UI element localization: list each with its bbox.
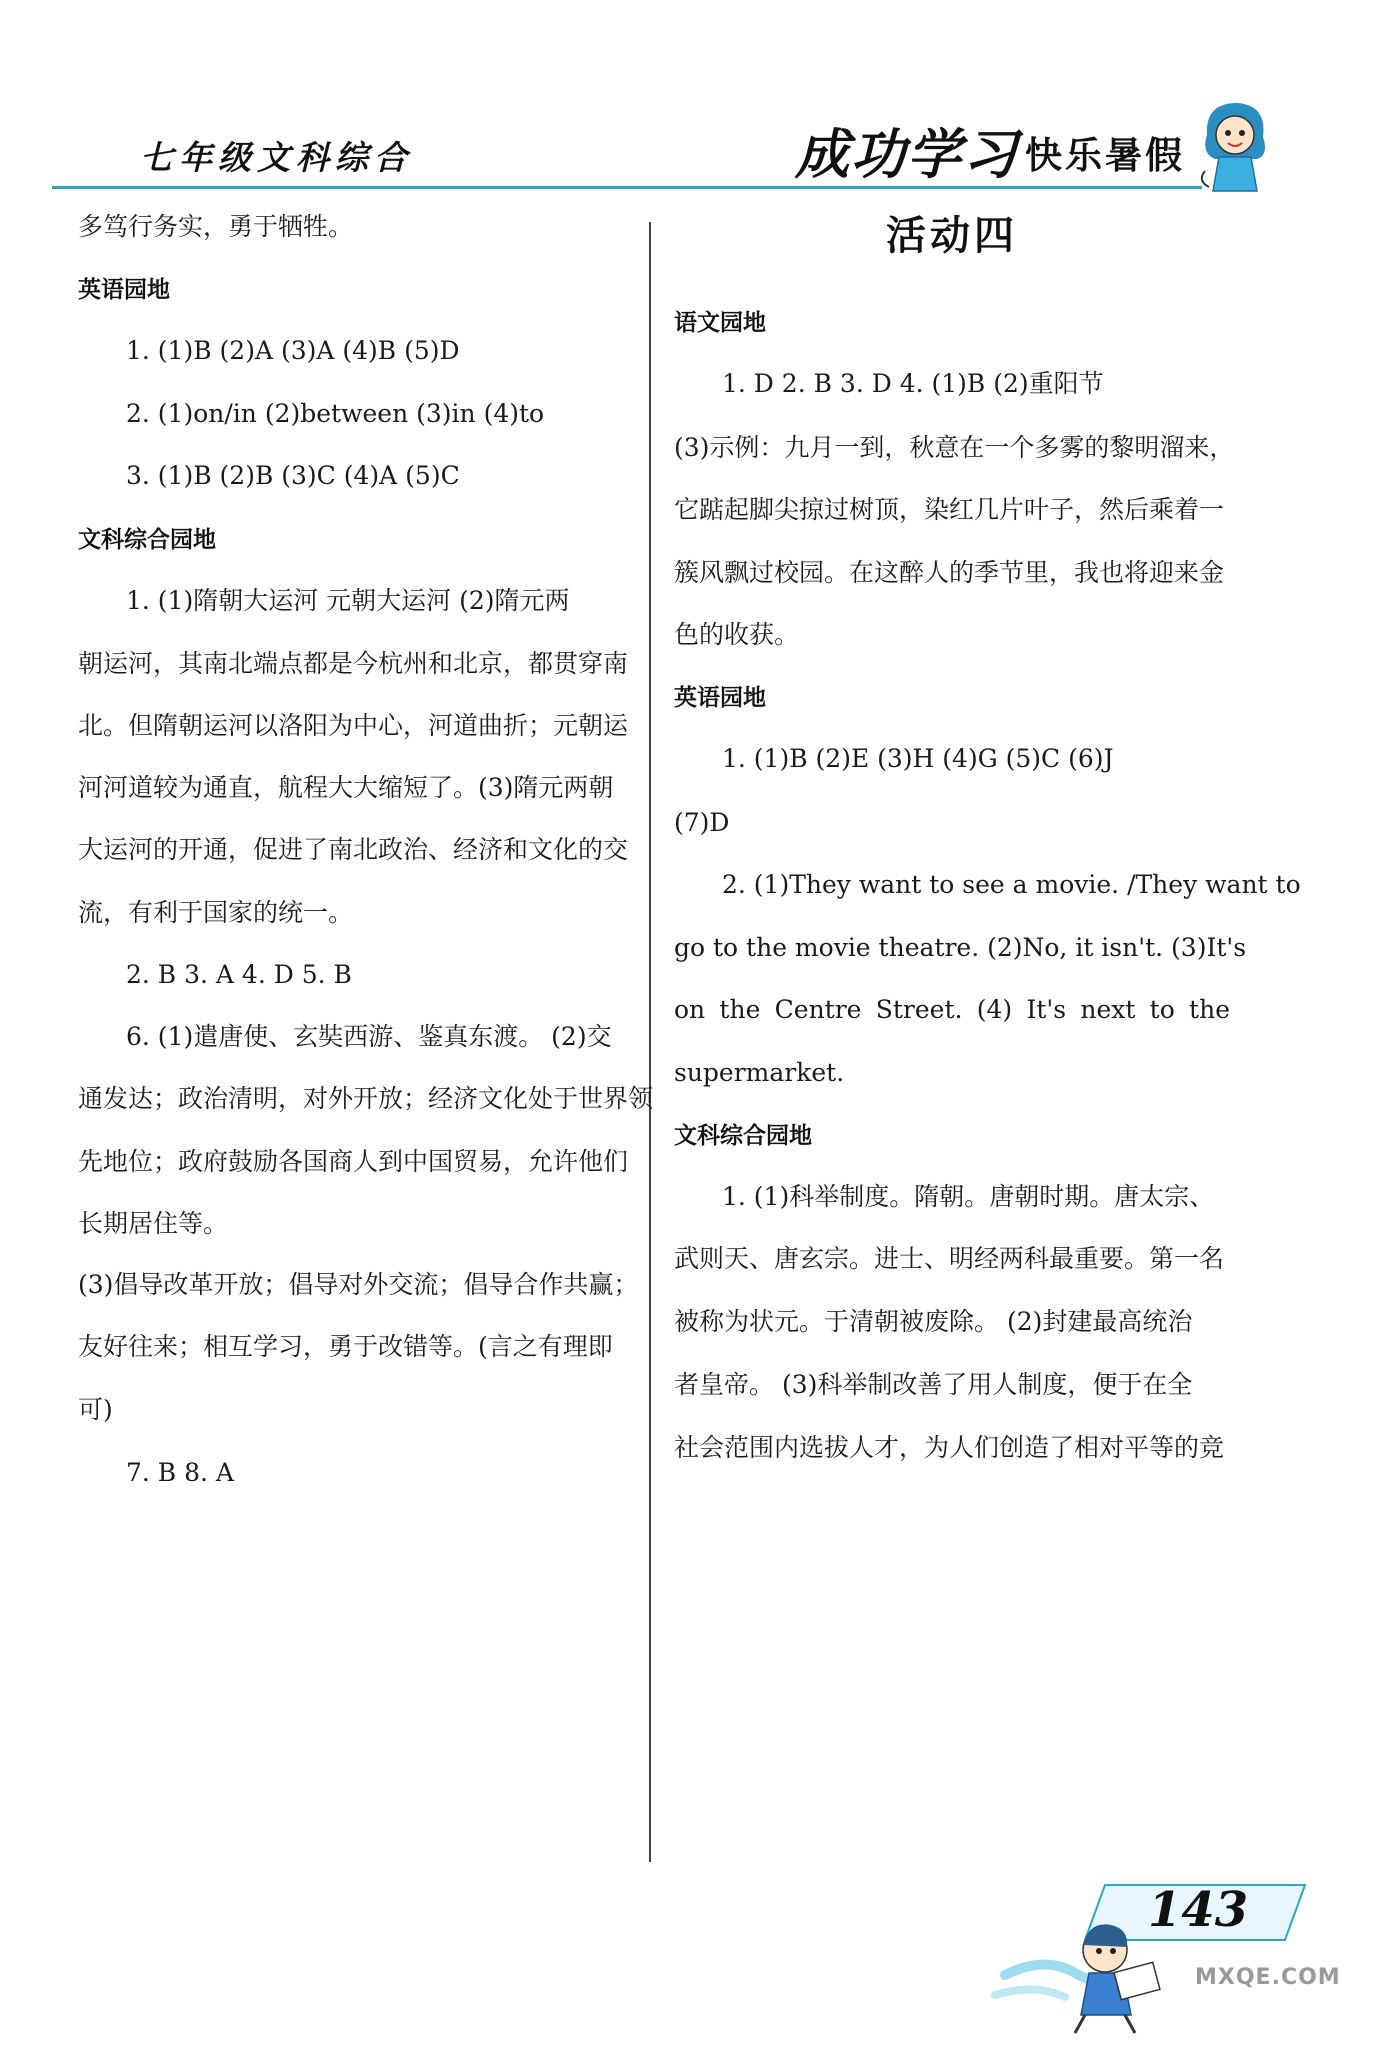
answer-line: 武则天、唐玄宗。进士、明经两科最重要。第一名 [674, 1244, 1225, 1273]
answer-line: 2. B 3. A 4. D 5. B [126, 960, 352, 989]
answer-line: 2. (1)They want to see a movie. /They want to [722, 870, 1301, 899]
answer-line: 河河道较为通直，航程大大缩短了。(3)隋元两朝 [78, 773, 614, 802]
answer-line: 先地位；政府鼓励各国商人到中国贸易，允许他们 [78, 1147, 629, 1176]
answer-line: on the Centre Street. (4) It's next to the [674, 995, 1230, 1024]
answer-line: 簇风飘过校园。在这醉人的季节里，我也将迎来金 [674, 558, 1225, 587]
section-heading-english: 英语园地 [78, 277, 170, 303]
answer-line: (3)示例：九月一到，秋意在一个多雾的黎明溜来， [674, 433, 1235, 462]
answer-line: 社会范围内选拔人才，为人们创造了相对平等的竞 [674, 1433, 1225, 1462]
answer-line: 3. (1)B (2)B (3)C (4)A (5)C [126, 461, 460, 490]
column-divider [649, 222, 651, 1862]
answer-line: 可) [78, 1395, 113, 1424]
page-number: 143 [1148, 1882, 1249, 1938]
section-heading-english: 英语园地 [674, 685, 766, 711]
answer-line: 者皇帝。 (3)科举制改善了用人制度，便于在全 [674, 1370, 1193, 1399]
answer-line: supermarket. [674, 1058, 845, 1087]
header-rule [52, 186, 1202, 189]
subject-heading: 七年级文科综合 [140, 138, 413, 177]
answer-line: 7. B 8. A [126, 1458, 234, 1487]
section-heading-liberal-arts: 文科综合园地 [78, 527, 216, 553]
answer-line: 1. (1)隋朝大运河 元朝大运河 (2)隋元两 [126, 586, 570, 615]
answer-line: 长期居住等。 [78, 1209, 229, 1238]
answer-line: 北。但隋朝运河以洛阳为中心，河道曲折；元朝运 [78, 711, 629, 740]
answer-line: 1. (1)科举制度。隋朝。唐朝时期。唐太宗、 [722, 1182, 1215, 1211]
girl-mascot-icon [1195, 95, 1275, 195]
answer-line: 色的收获。 [674, 620, 800, 649]
answer-line: 2. (1)on/in (2)between (3)in (4)to [126, 399, 545, 428]
answer-line: 友好往来；相互学习，勇于改错等。(言之有理即 [78, 1332, 613, 1361]
answer-line: 它踮起脚尖掠过树顶，染红几片叶子，然后乘着一 [674, 495, 1225, 524]
answer-line: 通发达；政治清明，对外开放；经济文化处于世界领 [78, 1084, 654, 1113]
brand-title: 成功学习 [795, 123, 1019, 186]
answer-line: 大运河的开通，促进了南北政治、经济和文化的交 [78, 835, 629, 864]
activity-title: 活动四 [886, 213, 1018, 259]
answer-line: 1. (1)B (2)A (3)A (4)B (5)D [126, 336, 460, 365]
brand-tagline: 快乐暑假 [1025, 134, 1185, 177]
answer-line: go to the movie theatre. (2)No, it isn't. (3)It's [674, 933, 1247, 962]
answer-line: 1. D 2. B 3. D 4. (1)B (2)重阳节 [722, 369, 1104, 398]
answer-line: 被称为状元。于清朝被废除。 (2)封建最高统治 [674, 1307, 1193, 1336]
answer-line: 6. (1)遣唐使、玄奘西游、鉴真东渡。 (2)交 [126, 1022, 612, 1051]
answer-line: 朝运河，其南北端点都是今杭州和北京，都贯穿南 [78, 649, 629, 678]
section-heading-liberal-arts: 文科综合园地 [674, 1123, 812, 1149]
answer-line: (7)D [674, 808, 730, 837]
watermark: MXQE.COM [1195, 1965, 1341, 1990]
section-heading-chinese: 语文园地 [674, 310, 766, 336]
text-line: 多笃行务实，勇于牺牲。 [78, 212, 354, 241]
answer-line: 流，有利于国家的统一。 [78, 898, 354, 927]
answer-line: 1. (1)B (2)E (3)H (4)G (5)C (6)J [722, 744, 1114, 773]
answer-line: (3)倡导改革开放；倡导对外交流；倡导合作共赢； [78, 1270, 639, 1299]
